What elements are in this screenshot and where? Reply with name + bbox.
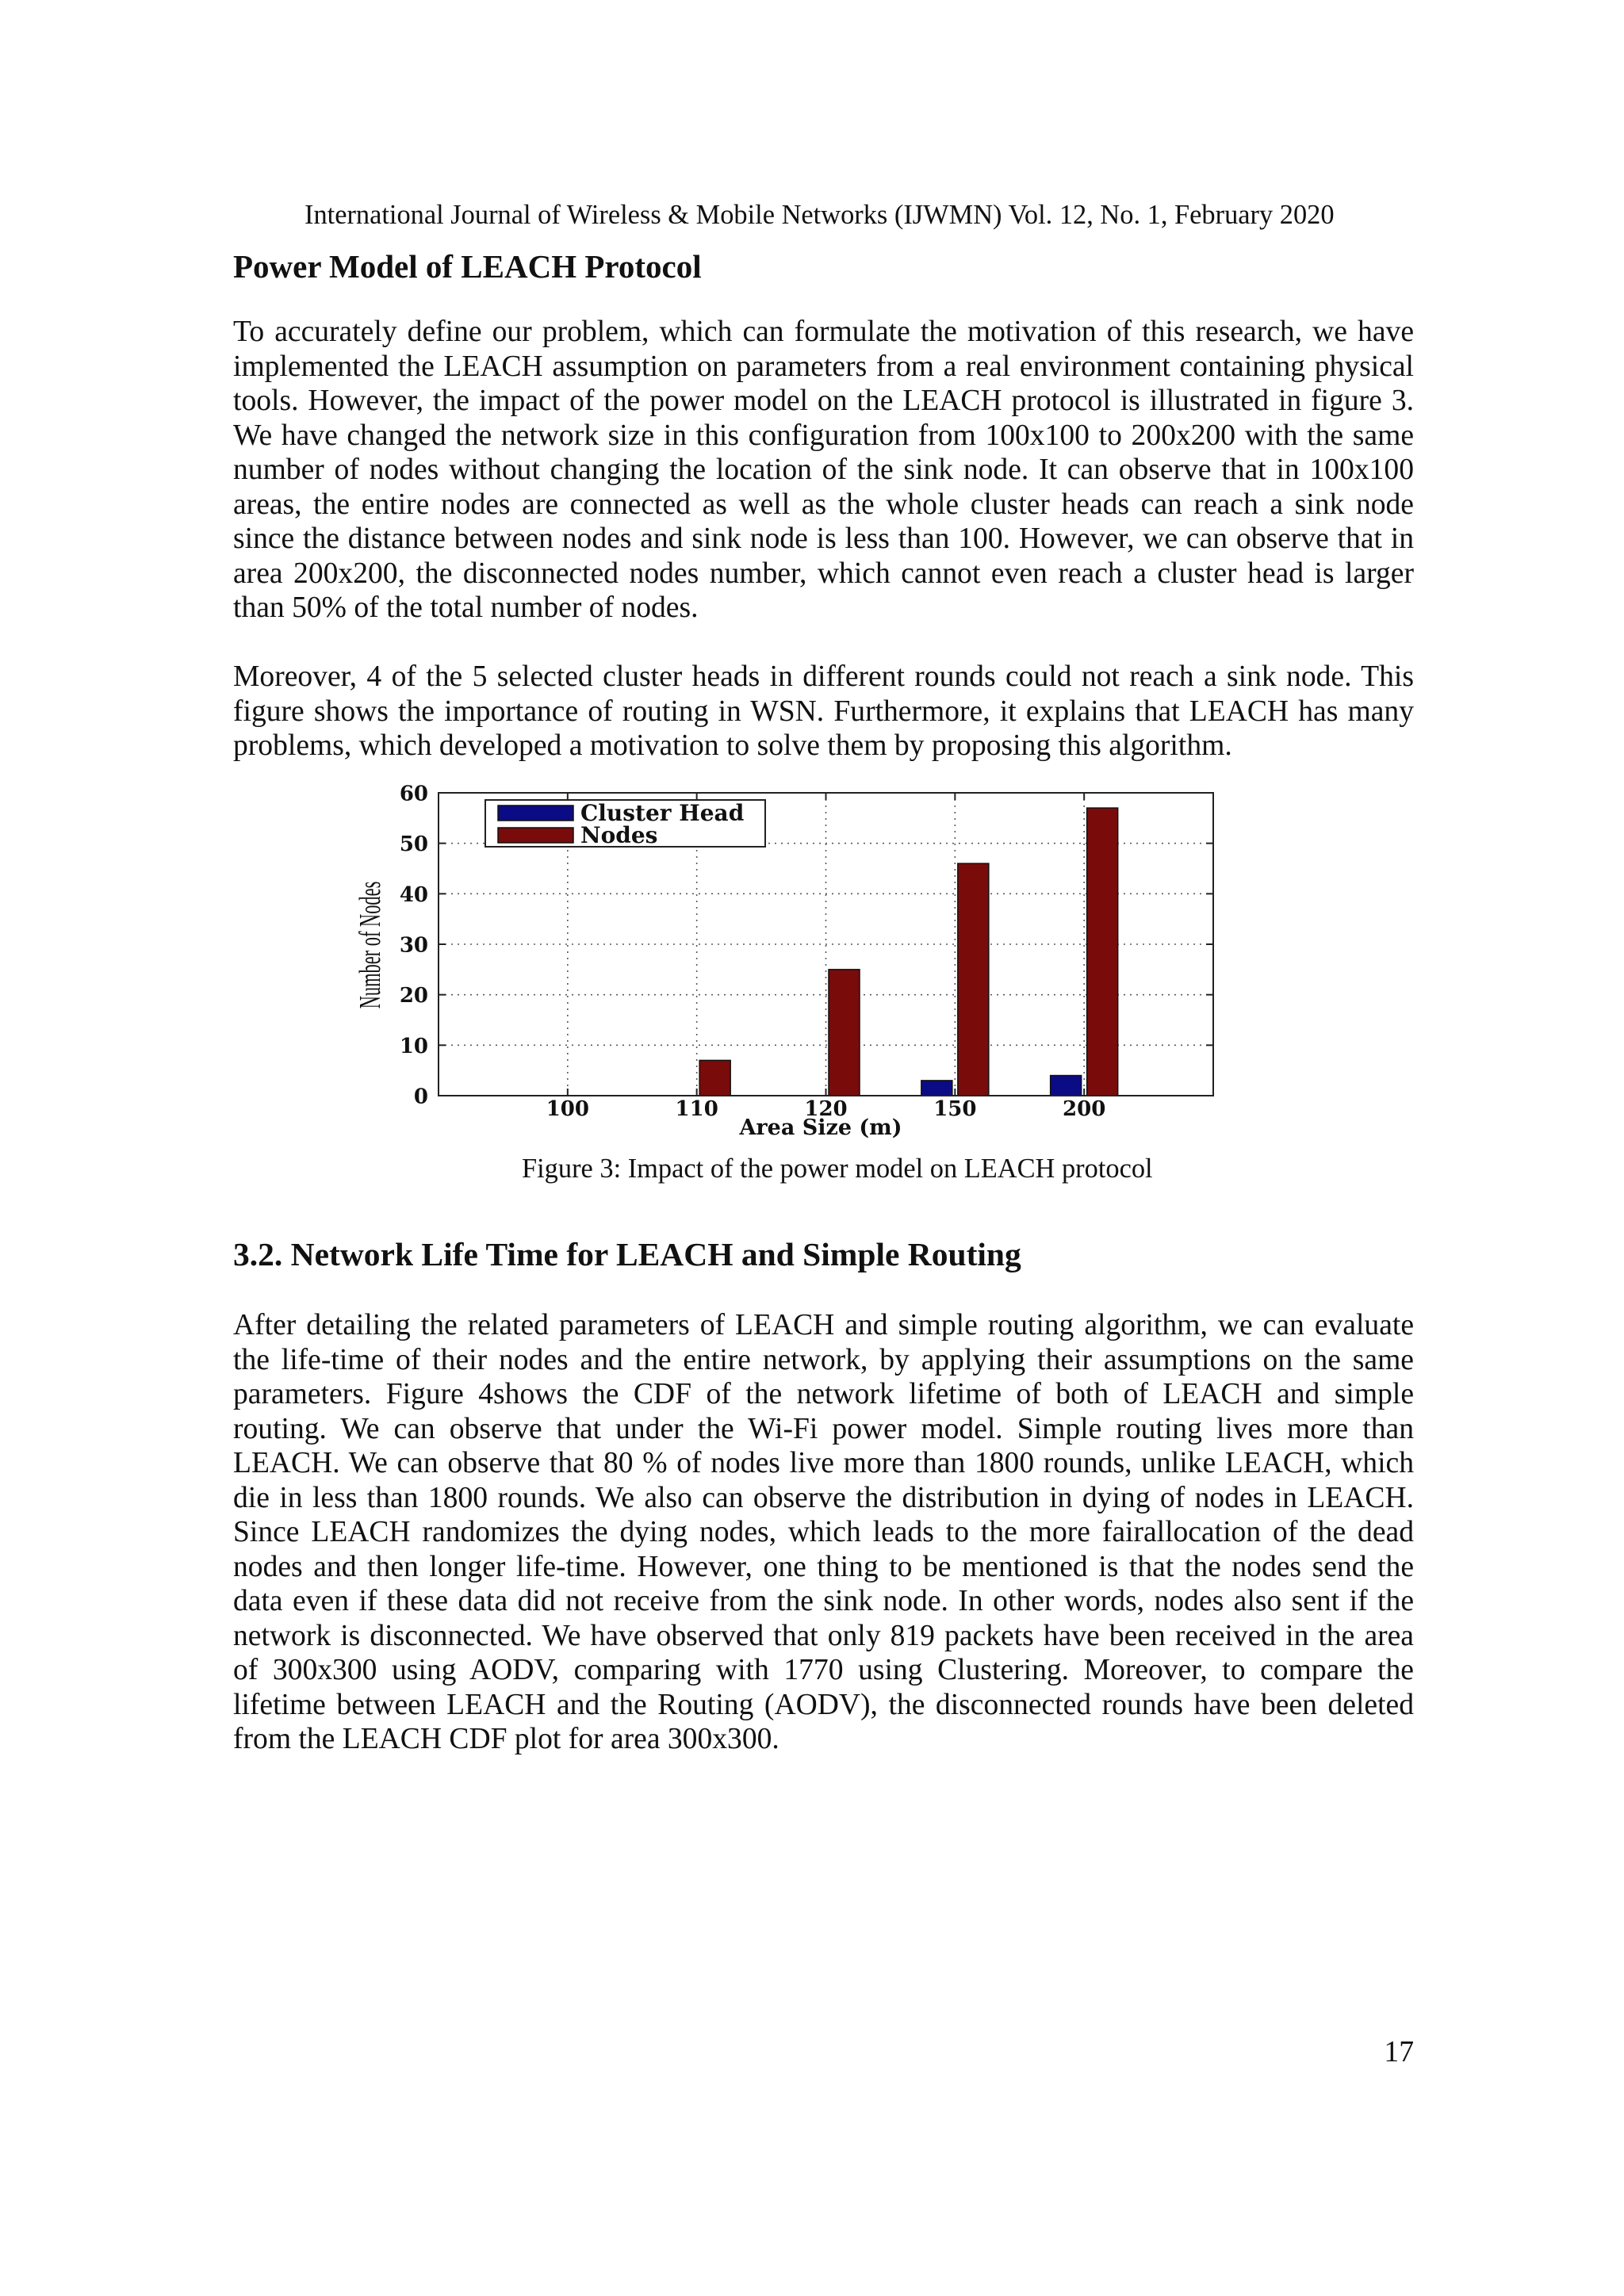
x-tick-label: 100 [546,1097,589,1121]
bar-cluster-head [1051,1076,1082,1096]
x-tick-label: 120 [804,1097,848,1121]
paragraph-line: since the distance between nodes and sink node is less than 100. However, we can observe that in [233,522,1414,555]
paragraph-line: nodes and then longer life-time. However, one thing to be mentioned is that the nodes send the [233,1550,1414,1583]
figure-caption: Figure 3: Impact of the power model on LEACH protocol [522,1154,1153,1184]
page-number: 17 [1384,2036,1414,2068]
x-tick-label: 150 [933,1097,977,1121]
paragraph-line: figure shows the importance of routing in WSN. Furthermore, it explains that LEACH has many [233,695,1414,728]
paragraph-line: areas, the entire nodes are connected as well as the whole cluster heads can reach a sink node [233,488,1414,521]
paragraph-line: To accurately define our problem, which can formulate the motivation of this research, we have [233,316,1414,348]
y-tick-label: 40 [399,882,428,907]
paragraph-line: from the LEACH CDF plot for area 300x300. [233,1723,779,1755]
paragraph-line: Moreover, 4 of the 5 selected cluster heads in different rounds could not reach a sink node. This [233,660,1414,693]
bar-chart [349,773,1237,1146]
section-heading: 3.2. Network Life Time for LEACH and Simple Routing [233,1236,1021,1272]
bar-nodes [958,863,989,1096]
paragraph-line: data even if these data did not receive from the sink node. In other words, nodes also sent if the [233,1585,1414,1617]
paragraph-line: After detailing the related parameters of LEACH and simple routing algorithm, we can evaluate [233,1309,1414,1341]
bar-nodes [1087,808,1118,1096]
paragraph-line: parameters. Figure 4shows the CDF of the network lifetime of both of LEACH and simple [233,1378,1414,1410]
x-axis-label: Area Size (m) [739,1115,902,1140]
paragraph-line: area 200x200, the disconnected nodes number, which cannot even reach a cluster head is larger [233,557,1414,590]
running-header: International Journal of Wireless & Mobile Networks (IJWMN) Vol. 12, No. 1, February 2020 [304,200,1335,230]
paragraph-line: routing. We can observe that under the Wi-Fi power model. Simple routing lives more than [233,1412,1414,1445]
y-tick-label: 20 [399,984,428,1008]
y-tick-label: 30 [399,933,428,958]
bar-cluster-head [921,1081,952,1096]
paragraph-line: lifetime between LEACH and the Routing (AODV), the disconnected rounds have been deleted [233,1688,1414,1721]
y-tick-label: 50 [399,832,428,857]
legend-swatch-cluster-head [498,806,573,821]
x-tick-label: 110 [675,1097,718,1121]
paragraph-line: number of nodes without changing the location of the sink node. It can observe that in 100x100 [233,453,1414,486]
y-tick-label: 60 [399,782,428,806]
paragraph-line: network is disconnected. We have observed that only 819 packets have been received in the area [233,1619,1414,1652]
paragraph [233,315,1414,626]
paragraph-line: implemented the LEACH assumption on parameters from a real environment containing physical [233,350,1414,383]
paragraph-line: LEACH. We can observe that 80 % of nodes live more than 1800 rounds, unlike LEACH, which [233,1447,1414,1479]
paragraph-line: We have changed the network size in this configuration from 100x100 to 200x200 with the same [233,419,1414,452]
y-tick-label: 0 [413,1085,428,1109]
y-axis-label: Number of Nodes [352,881,387,1009]
paragraph-line: tools. However, the impact of the power model on the LEACH protocol is illustrated in figure 3. [233,385,1414,417]
paragraph-line: than 50% of the total number of nodes. [233,591,699,624]
paragraph [233,660,1414,763]
bar-nodes [829,970,860,1096]
paragraph [233,1308,1414,1757]
y-tick-label: 10 [399,1034,428,1058]
paragraph-line: problems, which developed a motivation to solve them by proposing this algorithm. [233,729,1232,762]
section-heading: Power Model of LEACH Protocol [233,248,702,285]
legend-label-cluster-head: Cluster Head [580,800,745,826]
legend-label-nodes: Nodes [580,822,658,848]
paragraph-line: die in less than 1800 rounds. We also can observe the distribution in dying of nodes in LEACH. [233,1481,1414,1514]
legend-swatch-nodes [498,828,573,843]
bar-nodes [699,1060,730,1096]
x-tick-label: 200 [1063,1097,1106,1121]
legend [485,800,765,848]
y-tick-labels [400,783,428,1109]
paragraph-line: Since LEACH randomizes the dying nodes, which leads to the more fairallocation of the dead [233,1516,1414,1548]
paragraph-line: of 300x300 using AODV, comparing with 1770 using Clustering. Moreover, to compare the [233,1654,1414,1686]
paragraph-line: the life-time of their nodes and the entire network, by applying their assumptions on the same [233,1343,1414,1376]
